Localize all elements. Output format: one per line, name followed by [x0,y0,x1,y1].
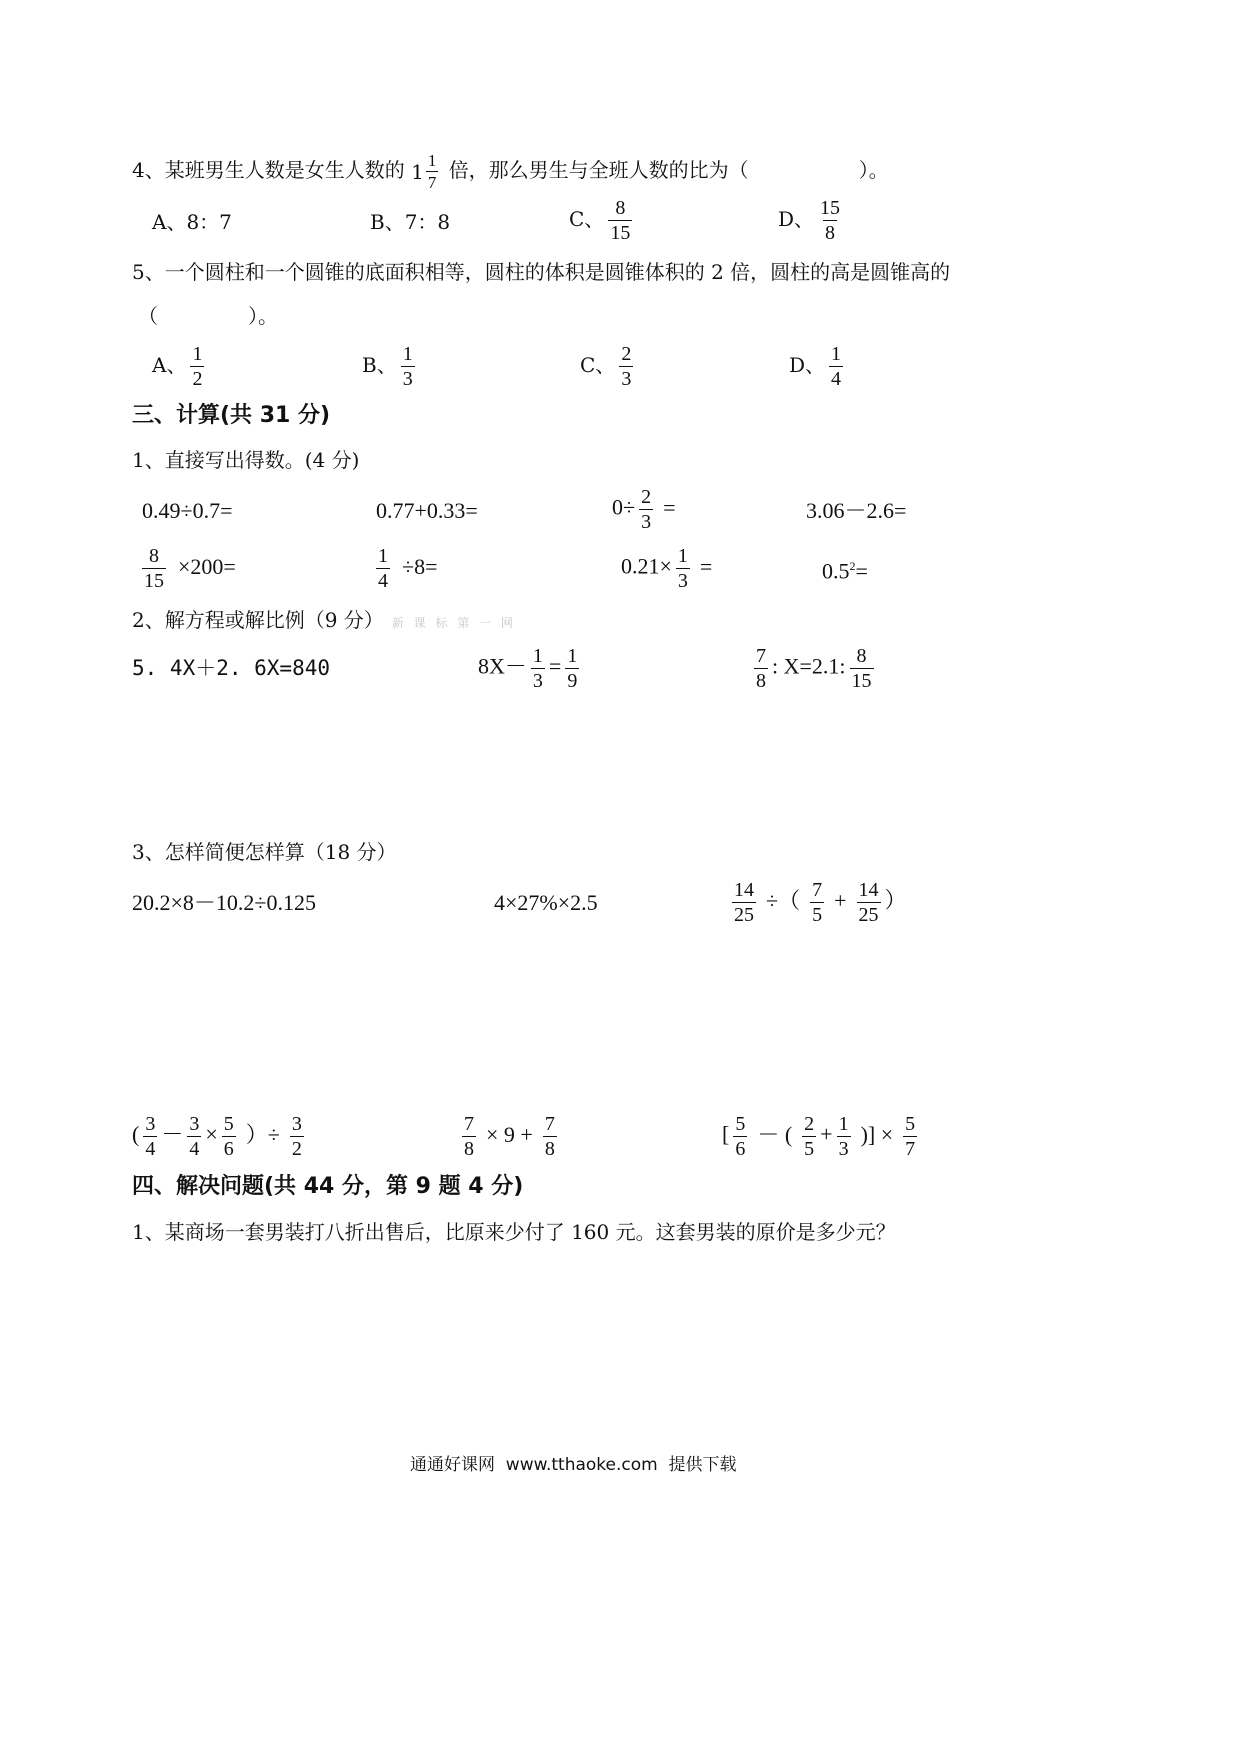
calc-4: 3.06－2.6= [806,498,907,523]
calc-3: 0÷ $\frac{2}{3}$ = [612,486,676,533]
question-4: 4、某班男生人数是女生人数的 1 $\frac{1}{7}$ 倍，那么男生与全班人数的比为（ ）。 [132,151,889,192]
simplify-3: $\frac{14}{25}$ ÷（ $\frac{7}{5}$ + $\frac{14}{25}$ ） [734,879,907,926]
q5-option-d: D、 $\frac{1}{4}$ [789,343,842,390]
equation-1: 5. 4X＋2. 6X=840 [132,656,331,680]
equation-3: $\frac{7}{8}$ : X=2.1: $\frac{8}{15}$ [756,645,872,692]
q5-option-c: C、 $\frac{2}{3}$ [580,343,632,390]
q4-option-a: A、8：7 [152,210,232,234]
calc-2: 0.77+0.33= [376,498,478,523]
q4-option-b: B、7：8 [370,210,451,234]
page-footer: 通通好课网 www.tthaoke.com 提供下载 [410,1455,737,1475]
q5-option-b: B、 $\frac{1}{3}$ [362,343,413,390]
question-4-suffix: 倍，那么男生与全班人数的比为（ [448,158,749,182]
problem-1: 1、某商场一套男装打八折出售后，比原来少付了 160 元。这套男装的原价是多少元？ [132,1220,896,1244]
calc-6: $\frac{1}{4}$ ÷8= [378,545,438,592]
calc-7: 0.21× $\frac{1}{3}$ = [621,545,713,592]
watermark-text: 新 课 标 第 一 网 [391,616,516,630]
part-1-title: 1、直接写出得数。(4 分) [132,448,360,472]
section-4-title: 四、解决问题(共 44 分，第 9 题 4 分) [132,1174,524,1199]
calc-1: 0.49÷0.7= [142,498,233,523]
q4-option-d: D、 $\frac{15}{8}$ [778,197,841,244]
simplify-6: [ $\frac{5}{6}$ － ( $\frac{2}{5}$ + $\frac{1}{3}$ )] × $\frac{5}{7}$ [722,1113,916,1160]
question-5-line1: 5、一个圆柱和一个圆锥的底面积相等，圆柱的体积是圆锥体积的 2 倍，圆柱的高是圆锥高的 [132,260,951,284]
q4-option-c: C、 $\frac{8}{15}$ [569,197,631,244]
section-3-title: 三、计算(共 31 分) [132,403,331,428]
calc-8: $0.5^2=$ [822,558,868,584]
question-5-line2: （ ）。 [138,304,278,328]
calc-5: $\frac{8}{15}$ ×200= [144,545,236,592]
simplify-5: $\frac{7}{8}$ × 9 + $\frac{7}{8}$ [464,1113,555,1160]
question-4-prefix: 4、某班男生人数是女生人数的 [132,158,405,182]
simplify-2: 4×27%×2.5 [494,890,598,915]
simplify-4: ( $\frac{3}{4}$ － $\frac{3}{4}$ × $\frac{5}{6}$ ）÷ $\frac{3}{2}$ [132,1113,302,1160]
part-2-title: 2、解方程或解比例（9 分） 新 课 标 第 一 网 [132,608,516,632]
simplify-1: 20.2×8－10.2÷0.125 [132,890,316,915]
q5-option-a: A、 $\frac{1}{2}$ [152,343,203,390]
mixed-number: 1 $\frac{1}{7}$ [411,151,437,192]
equation-2: 8X－ $\frac{1}{3}$ = $\frac{1}{9}$ [478,645,578,692]
part-3-title: 3、怎样简便怎样算（18 分） [132,840,397,864]
